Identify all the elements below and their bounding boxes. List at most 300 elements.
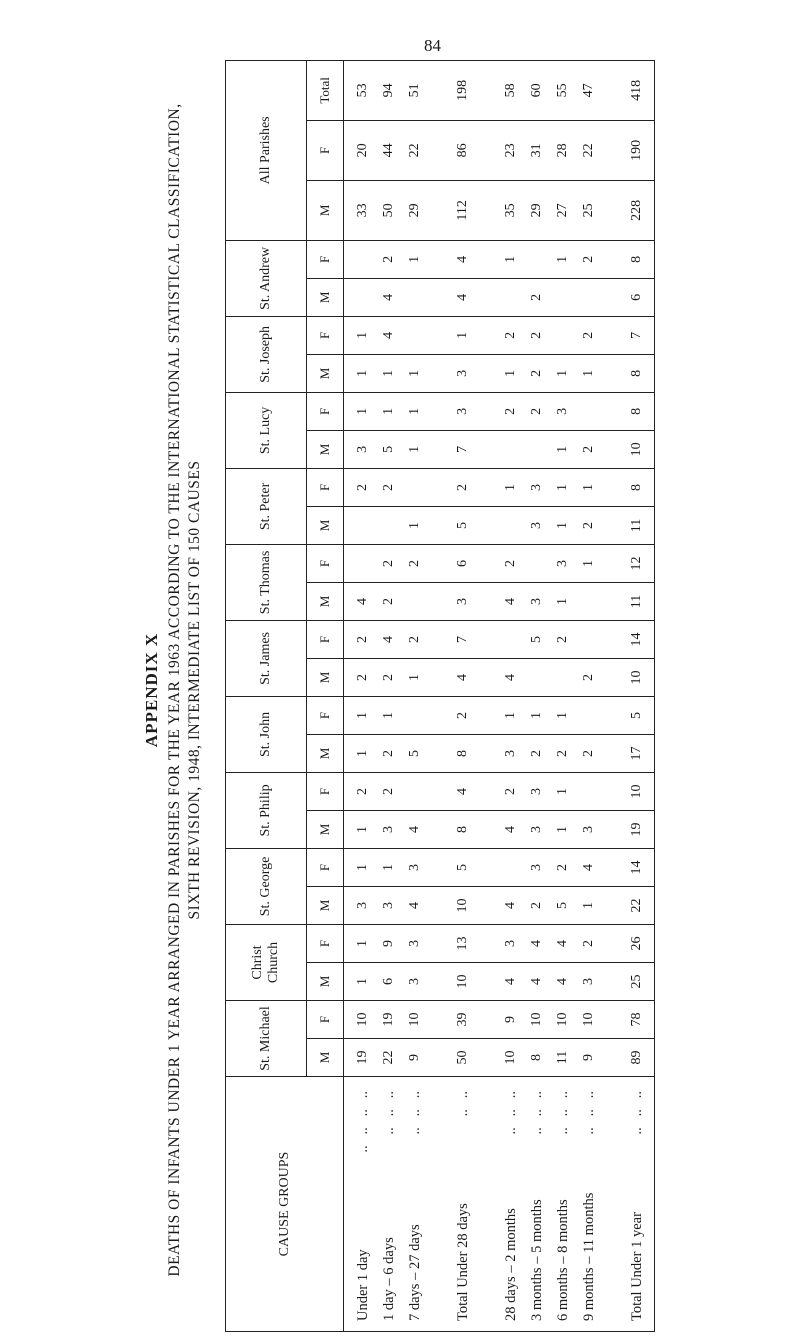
data-cell: 1 xyxy=(555,445,570,453)
data-cell: 11 xyxy=(629,518,644,533)
data-cell: 25 xyxy=(581,203,596,218)
data-cell: 1 xyxy=(355,407,370,415)
data-cell: 8 xyxy=(629,255,644,263)
data-cell: 53 xyxy=(355,83,370,98)
data-cell: 4 xyxy=(381,293,396,301)
data-cell xyxy=(498,849,524,886)
data-cell: 6 xyxy=(629,293,644,301)
data-cell: 1 xyxy=(503,369,518,377)
sex-header: F xyxy=(307,924,344,962)
data-cell: 7 xyxy=(629,331,644,339)
parish-header: St. Thomas xyxy=(226,544,307,620)
cause-label: .. .. .. Total Under 1 year xyxy=(624,1077,650,1321)
data-cell: 8 xyxy=(629,407,644,415)
sex-header: M xyxy=(307,734,344,772)
data-cell: 1 xyxy=(555,255,570,263)
data-cell: 1 xyxy=(355,749,370,757)
data-cell: 1 xyxy=(581,369,596,377)
data-cell: 1 xyxy=(503,255,518,263)
data-cell: 50 xyxy=(455,1050,470,1065)
data-cell: 4 xyxy=(555,977,570,985)
data-cell: 198 xyxy=(455,79,470,101)
data-cell: 4 xyxy=(381,331,396,339)
sex-header: F xyxy=(307,544,344,582)
leader-dots: .. .. .. xyxy=(503,1091,519,1135)
data-cell: 1 xyxy=(555,787,570,795)
data-cell: 5 xyxy=(629,711,644,719)
data-cell: 2 xyxy=(381,255,396,263)
data-cell: 4 xyxy=(455,293,470,301)
data-cell: 1 xyxy=(407,673,422,681)
data-cell: 4 xyxy=(407,825,422,833)
data-cell: 2 xyxy=(503,559,518,567)
data-cell: 1 xyxy=(407,407,422,415)
all-parishes-header: All Parishes xyxy=(226,60,307,240)
cause-labels xyxy=(344,1077,655,1332)
data-cell xyxy=(376,507,402,544)
data-cell: 2 xyxy=(555,863,570,871)
data-cell: 19 xyxy=(381,1012,396,1027)
leader-dots: .. .. xyxy=(455,1091,471,1117)
data-cell: 22 xyxy=(629,898,644,913)
cause-label: .. .. Total Under 28 days xyxy=(450,1077,476,1321)
data-cell: 86 xyxy=(455,143,470,158)
data-cell: 1 xyxy=(555,597,570,605)
cause-label: .. .. .. 7 days – 27 days xyxy=(402,1077,428,1321)
data-column xyxy=(344,240,655,278)
parish-header: St. John xyxy=(226,696,307,772)
data-cell: 3 xyxy=(355,445,370,453)
data-column xyxy=(344,1000,655,1038)
data-column xyxy=(344,772,655,810)
data-cell: 2 xyxy=(581,749,596,757)
data-cell: 2 xyxy=(503,407,518,415)
data-cell: 1 xyxy=(407,445,422,453)
data-cell: 10 xyxy=(529,1012,544,1027)
data-cell: 2 xyxy=(381,597,396,605)
data-cell xyxy=(550,659,576,696)
data-column xyxy=(344,734,655,772)
data-cell: 3 xyxy=(529,483,544,491)
data-cell: 9 xyxy=(503,1016,518,1023)
data-cell: 3 xyxy=(455,369,470,377)
data-cell: 2 xyxy=(355,635,370,643)
data-cell xyxy=(402,317,428,354)
data-cell: 26 xyxy=(629,936,644,951)
data-cell xyxy=(524,545,550,582)
data-cell: 19 xyxy=(629,822,644,837)
data-column xyxy=(344,120,655,180)
data-column xyxy=(344,962,655,1000)
data-cell: 418 xyxy=(629,79,644,101)
data-cell: 10 xyxy=(455,974,470,989)
data-cell: 2 xyxy=(529,901,544,909)
data-cell: 2 xyxy=(503,787,518,795)
data-cell xyxy=(524,241,550,278)
data-cell: 14 xyxy=(629,860,644,875)
data-cell: 2 xyxy=(381,483,396,491)
data-cell: 2 xyxy=(529,369,544,377)
data-cell: 39 xyxy=(455,1012,470,1027)
cause-label: .. .. .. 9 months – 11 months xyxy=(576,1077,602,1321)
heading xyxy=(60,60,203,1320)
data-cell: 10 xyxy=(355,1012,370,1027)
data-cell xyxy=(350,545,376,582)
data-cell: 5 xyxy=(381,445,396,453)
data-cell: 2 xyxy=(355,787,370,795)
parish-header: St. George xyxy=(226,848,307,924)
sex-header: F xyxy=(307,392,344,430)
data-cell: 3 xyxy=(381,825,396,833)
sex-header: M xyxy=(307,278,344,316)
data-cell xyxy=(576,621,602,658)
sex-header: M xyxy=(307,506,344,544)
data-cell: 228 xyxy=(629,199,644,221)
data-cell: 8 xyxy=(529,1054,544,1061)
data-cell: 1 xyxy=(355,939,370,947)
data-cell: 1 xyxy=(503,483,518,491)
data-cell: 1 xyxy=(503,711,518,719)
data-cell: 4 xyxy=(503,673,518,681)
data-cell: 4 xyxy=(503,977,518,985)
sex-header: F xyxy=(307,848,344,886)
data-cell: 190 xyxy=(629,139,644,161)
data-cell: 1 xyxy=(355,825,370,833)
data-cell: 44 xyxy=(381,143,396,158)
data-cell: 10 xyxy=(455,898,470,913)
data-cell: 5 xyxy=(407,749,422,757)
data-cell: 1 xyxy=(555,369,570,377)
data-cell: 4 xyxy=(381,635,396,643)
data-cell: 3 xyxy=(407,977,422,985)
data-cell: 8 xyxy=(629,369,644,377)
sex-header: M xyxy=(307,354,344,392)
data-column xyxy=(344,544,655,582)
sex-header: F xyxy=(307,1000,344,1038)
data-cell xyxy=(550,317,576,354)
data-column xyxy=(344,392,655,430)
leader-dots: .. .. .. xyxy=(581,1091,597,1135)
data-cell: 29 xyxy=(407,203,422,218)
data-cell: 2 xyxy=(381,673,396,681)
data-cell: 2 xyxy=(529,331,544,339)
parish-header: St. Lucy xyxy=(226,392,307,468)
data-cell: 2 xyxy=(581,521,596,529)
data-cell: 1 xyxy=(355,711,370,719)
data-cell: 22 xyxy=(581,143,596,158)
data-cell: 3 xyxy=(355,901,370,909)
data-cell: 2 xyxy=(581,331,596,339)
page-number: 84 xyxy=(424,36,441,55)
leader-dots: .. .. .. xyxy=(529,1091,545,1135)
data-cell xyxy=(576,583,602,620)
data-cell: 2 xyxy=(581,255,596,263)
sex-header: M xyxy=(307,582,344,620)
data-column xyxy=(344,1039,655,1077)
data-cell: 1 xyxy=(381,407,396,415)
parish-header: St. Peter xyxy=(226,468,307,544)
data-cell: 10 xyxy=(555,1012,570,1027)
parish-header: Christ Church xyxy=(226,924,307,1000)
data-cell: 4 xyxy=(455,673,470,681)
parish-header: St. James xyxy=(226,620,307,696)
leader-dots: .. .. .. xyxy=(555,1091,571,1135)
data-cell: 22 xyxy=(407,143,422,158)
data-cell: 8 xyxy=(455,749,470,757)
data-column xyxy=(344,180,655,240)
data-cell: 4 xyxy=(503,901,518,909)
data-cell: 4 xyxy=(455,255,470,263)
data-column xyxy=(344,582,655,620)
deaths-table xyxy=(225,60,655,1332)
data-cell: 17 xyxy=(629,746,644,761)
data-cell: 1 xyxy=(555,521,570,529)
data-cell: 5 xyxy=(529,635,544,643)
data-cell: 7 xyxy=(455,445,470,453)
data-cell: 4 xyxy=(581,863,596,871)
data-column xyxy=(344,810,655,848)
data-cell: 2 xyxy=(407,635,422,643)
data-column xyxy=(344,696,655,734)
data-cell: 4 xyxy=(503,597,518,605)
data-cell xyxy=(402,697,428,734)
data-cell: 3 xyxy=(529,521,544,529)
data-cell: 1 xyxy=(381,711,396,719)
sex-header: M xyxy=(307,430,344,468)
data-cell: 23 xyxy=(503,143,518,158)
cause-label: .. .. .. 28 days – 2 months xyxy=(498,1077,524,1321)
data-column xyxy=(344,468,655,506)
data-cell: 50 xyxy=(381,203,396,218)
data-cell xyxy=(498,279,524,316)
data-cell: 60 xyxy=(529,83,544,98)
data-cell: 2 xyxy=(381,749,396,757)
data-column xyxy=(344,278,655,316)
data-cell xyxy=(350,279,376,316)
sex-header: F xyxy=(307,468,344,506)
data-cell: 2 xyxy=(555,635,570,643)
data-cell: 3 xyxy=(455,597,470,605)
deaths-table-rotated xyxy=(225,62,655,1332)
data-cell xyxy=(576,697,602,734)
data-cell: 5 xyxy=(455,863,470,871)
cause-label: .. .. .. 6 months – 8 months xyxy=(550,1077,576,1321)
data-cell: 1 xyxy=(355,331,370,339)
data-cell xyxy=(350,241,376,278)
data-cell: 112 xyxy=(455,200,470,221)
data-cell: 9 xyxy=(407,1054,422,1061)
data-cell: 1 xyxy=(555,711,570,719)
data-cell: 8 xyxy=(629,483,644,491)
data-cell: 2 xyxy=(355,483,370,491)
data-cell: 6 xyxy=(381,977,396,985)
data-cell: 1 xyxy=(381,863,396,871)
data-cell: 22 xyxy=(381,1050,396,1065)
data-cell xyxy=(402,469,428,506)
data-cell: 5 xyxy=(555,901,570,909)
data-cell: 28 xyxy=(555,143,570,158)
data-cell xyxy=(498,431,524,468)
data-cell: 2 xyxy=(529,749,544,757)
data-cell: 10 xyxy=(581,1012,596,1027)
all-parishes-subheader: M xyxy=(307,180,344,240)
sex-header: M xyxy=(307,886,344,924)
data-cell: 4 xyxy=(555,939,570,947)
data-cell: 9 xyxy=(581,1054,596,1061)
parish-header: St. Andrew xyxy=(226,240,307,316)
data-cell: 13 xyxy=(455,936,470,951)
data-cell: 3 xyxy=(529,863,544,871)
sex-header: F xyxy=(307,240,344,278)
data-cell: 31 xyxy=(529,143,544,158)
data-column xyxy=(344,354,655,392)
data-cell xyxy=(550,279,576,316)
sex-header: F xyxy=(307,620,344,658)
data-cell xyxy=(576,773,602,810)
data-cell xyxy=(350,507,376,544)
data-cell: 10 xyxy=(407,1012,422,1027)
data-cell: 2 xyxy=(381,559,396,567)
data-cell: 7 xyxy=(455,635,470,643)
data-cell: 2 xyxy=(455,711,470,719)
data-cell: 3 xyxy=(529,787,544,795)
data-cell xyxy=(576,393,602,430)
cause-groups-header: CAUSE GROUPS xyxy=(226,1077,344,1332)
data-cell: 1 xyxy=(355,369,370,377)
data-column xyxy=(344,658,655,696)
data-cell: 33 xyxy=(355,203,370,218)
data-cell: 1 xyxy=(529,711,544,719)
data-cell: 1 xyxy=(555,483,570,491)
data-cell: 14 xyxy=(629,632,644,647)
data-cell: 1 xyxy=(555,825,570,833)
data-cell: 6 xyxy=(455,559,470,567)
leader-dots: .. .. .. xyxy=(629,1091,645,1135)
data-cell: 1 xyxy=(407,521,422,529)
data-cell xyxy=(402,279,428,316)
data-cell: 3 xyxy=(407,863,422,871)
data-cell: 55 xyxy=(555,83,570,98)
data-cell: 10 xyxy=(503,1050,518,1065)
sex-header: F xyxy=(307,316,344,354)
data-cell: 2 xyxy=(455,483,470,491)
data-cell: 12 xyxy=(629,556,644,571)
data-column xyxy=(344,924,655,962)
data-cell: 25 xyxy=(629,974,644,989)
table-title: DEATHS OF INFANTS UNDER 1 YEAR ARRANGED IN PARISHES FOR THE YEAR 1963 ACCORDING TO THE INTERNATIONAL STATISTICAL CLASSIFICATION, xyxy=(166,103,183,1277)
data-cell: 3 xyxy=(529,825,544,833)
data-cell: 2 xyxy=(503,331,518,339)
data-column xyxy=(344,506,655,544)
data-cell: 8 xyxy=(455,825,470,833)
data-cell: 3 xyxy=(381,901,396,909)
data-cell: 1 xyxy=(381,369,396,377)
data-cell xyxy=(498,507,524,544)
leader-dots: .. .. .. .. xyxy=(355,1091,371,1153)
data-cell: 10 xyxy=(629,670,644,685)
data-cell: 2 xyxy=(581,445,596,453)
data-cell: 2 xyxy=(529,407,544,415)
parish-header: St. Philip xyxy=(226,772,307,848)
sex-header: M xyxy=(307,658,344,696)
table-subtitle: SIXTH REVISION, 1948, INTERMEDIATE LIST OF 150 CAUSES xyxy=(186,460,203,920)
data-cell: 1 xyxy=(581,483,596,491)
data-cell: 3 xyxy=(455,407,470,415)
data-column xyxy=(344,620,655,658)
data-cell: 51 xyxy=(407,83,422,98)
data-cell: 4 xyxy=(407,901,422,909)
data-cell: 10 xyxy=(629,442,644,457)
data-cell: 11 xyxy=(555,1050,570,1065)
data-cell: 3 xyxy=(581,977,596,985)
data-cell: 89 xyxy=(629,1050,644,1065)
data-cell: 47 xyxy=(581,83,596,98)
data-cell xyxy=(524,659,550,696)
data-cell: 4 xyxy=(529,939,544,947)
data-cell: 1 xyxy=(407,255,422,263)
sex-header: M xyxy=(307,962,344,1000)
data-column xyxy=(344,848,655,886)
sex-header: M xyxy=(307,810,344,848)
data-cell: 3 xyxy=(529,597,544,605)
leader-dots: .. .. .. xyxy=(407,1091,423,1135)
data-cell: 10 xyxy=(629,784,644,799)
data-cell: 35 xyxy=(503,203,518,218)
appendix-title: APPENDIX X xyxy=(142,632,161,748)
data-cell: 2 xyxy=(381,787,396,795)
data-cell: 2 xyxy=(555,749,570,757)
data-cell xyxy=(402,583,428,620)
data-cell: 1 xyxy=(581,559,596,567)
data-cell: 4 xyxy=(455,787,470,795)
all-parishes-subheader: Total xyxy=(307,60,344,120)
data-cell: 2 xyxy=(581,673,596,681)
cause-label: .. .. .. 3 months – 5 months xyxy=(524,1077,550,1321)
data-cell: 20 xyxy=(355,143,370,158)
leader-dots: .. .. .. xyxy=(381,1091,397,1135)
data-cell xyxy=(524,431,550,468)
all-parishes-subheader: F xyxy=(307,120,344,180)
cause-label: .. .. .. .. Under 1 day xyxy=(350,1077,376,1321)
data-cell: 9 xyxy=(381,939,396,947)
data-cell xyxy=(402,773,428,810)
parish-header: St. Joseph xyxy=(226,316,307,392)
data-cell: 29 xyxy=(529,203,544,218)
data-cell: 4 xyxy=(529,977,544,985)
sex-header: F xyxy=(307,772,344,810)
data-cell: 3 xyxy=(555,559,570,567)
data-cell: 94 xyxy=(381,83,396,98)
data-cell: 3 xyxy=(555,407,570,415)
data-cell: 58 xyxy=(503,83,518,98)
data-cell: 2 xyxy=(581,939,596,947)
cause-label: .. .. .. 1 day – 6 days xyxy=(376,1077,402,1321)
sex-header: M xyxy=(307,1039,344,1077)
data-cell: 3 xyxy=(503,749,518,757)
data-cell: 2 xyxy=(355,673,370,681)
data-cell: 78 xyxy=(629,1012,644,1027)
data-column xyxy=(344,430,655,468)
data-cell: 2 xyxy=(407,559,422,567)
data-cell: 11 xyxy=(629,594,644,609)
data-cell: 1 xyxy=(355,863,370,871)
data-cell: 3 xyxy=(407,939,422,947)
data-cell: 27 xyxy=(555,203,570,218)
data-cell: 1 xyxy=(407,369,422,377)
data-cell: 4 xyxy=(355,597,370,605)
data-cell: 1 xyxy=(455,331,470,339)
parish-header: St. Michael xyxy=(226,1000,307,1076)
